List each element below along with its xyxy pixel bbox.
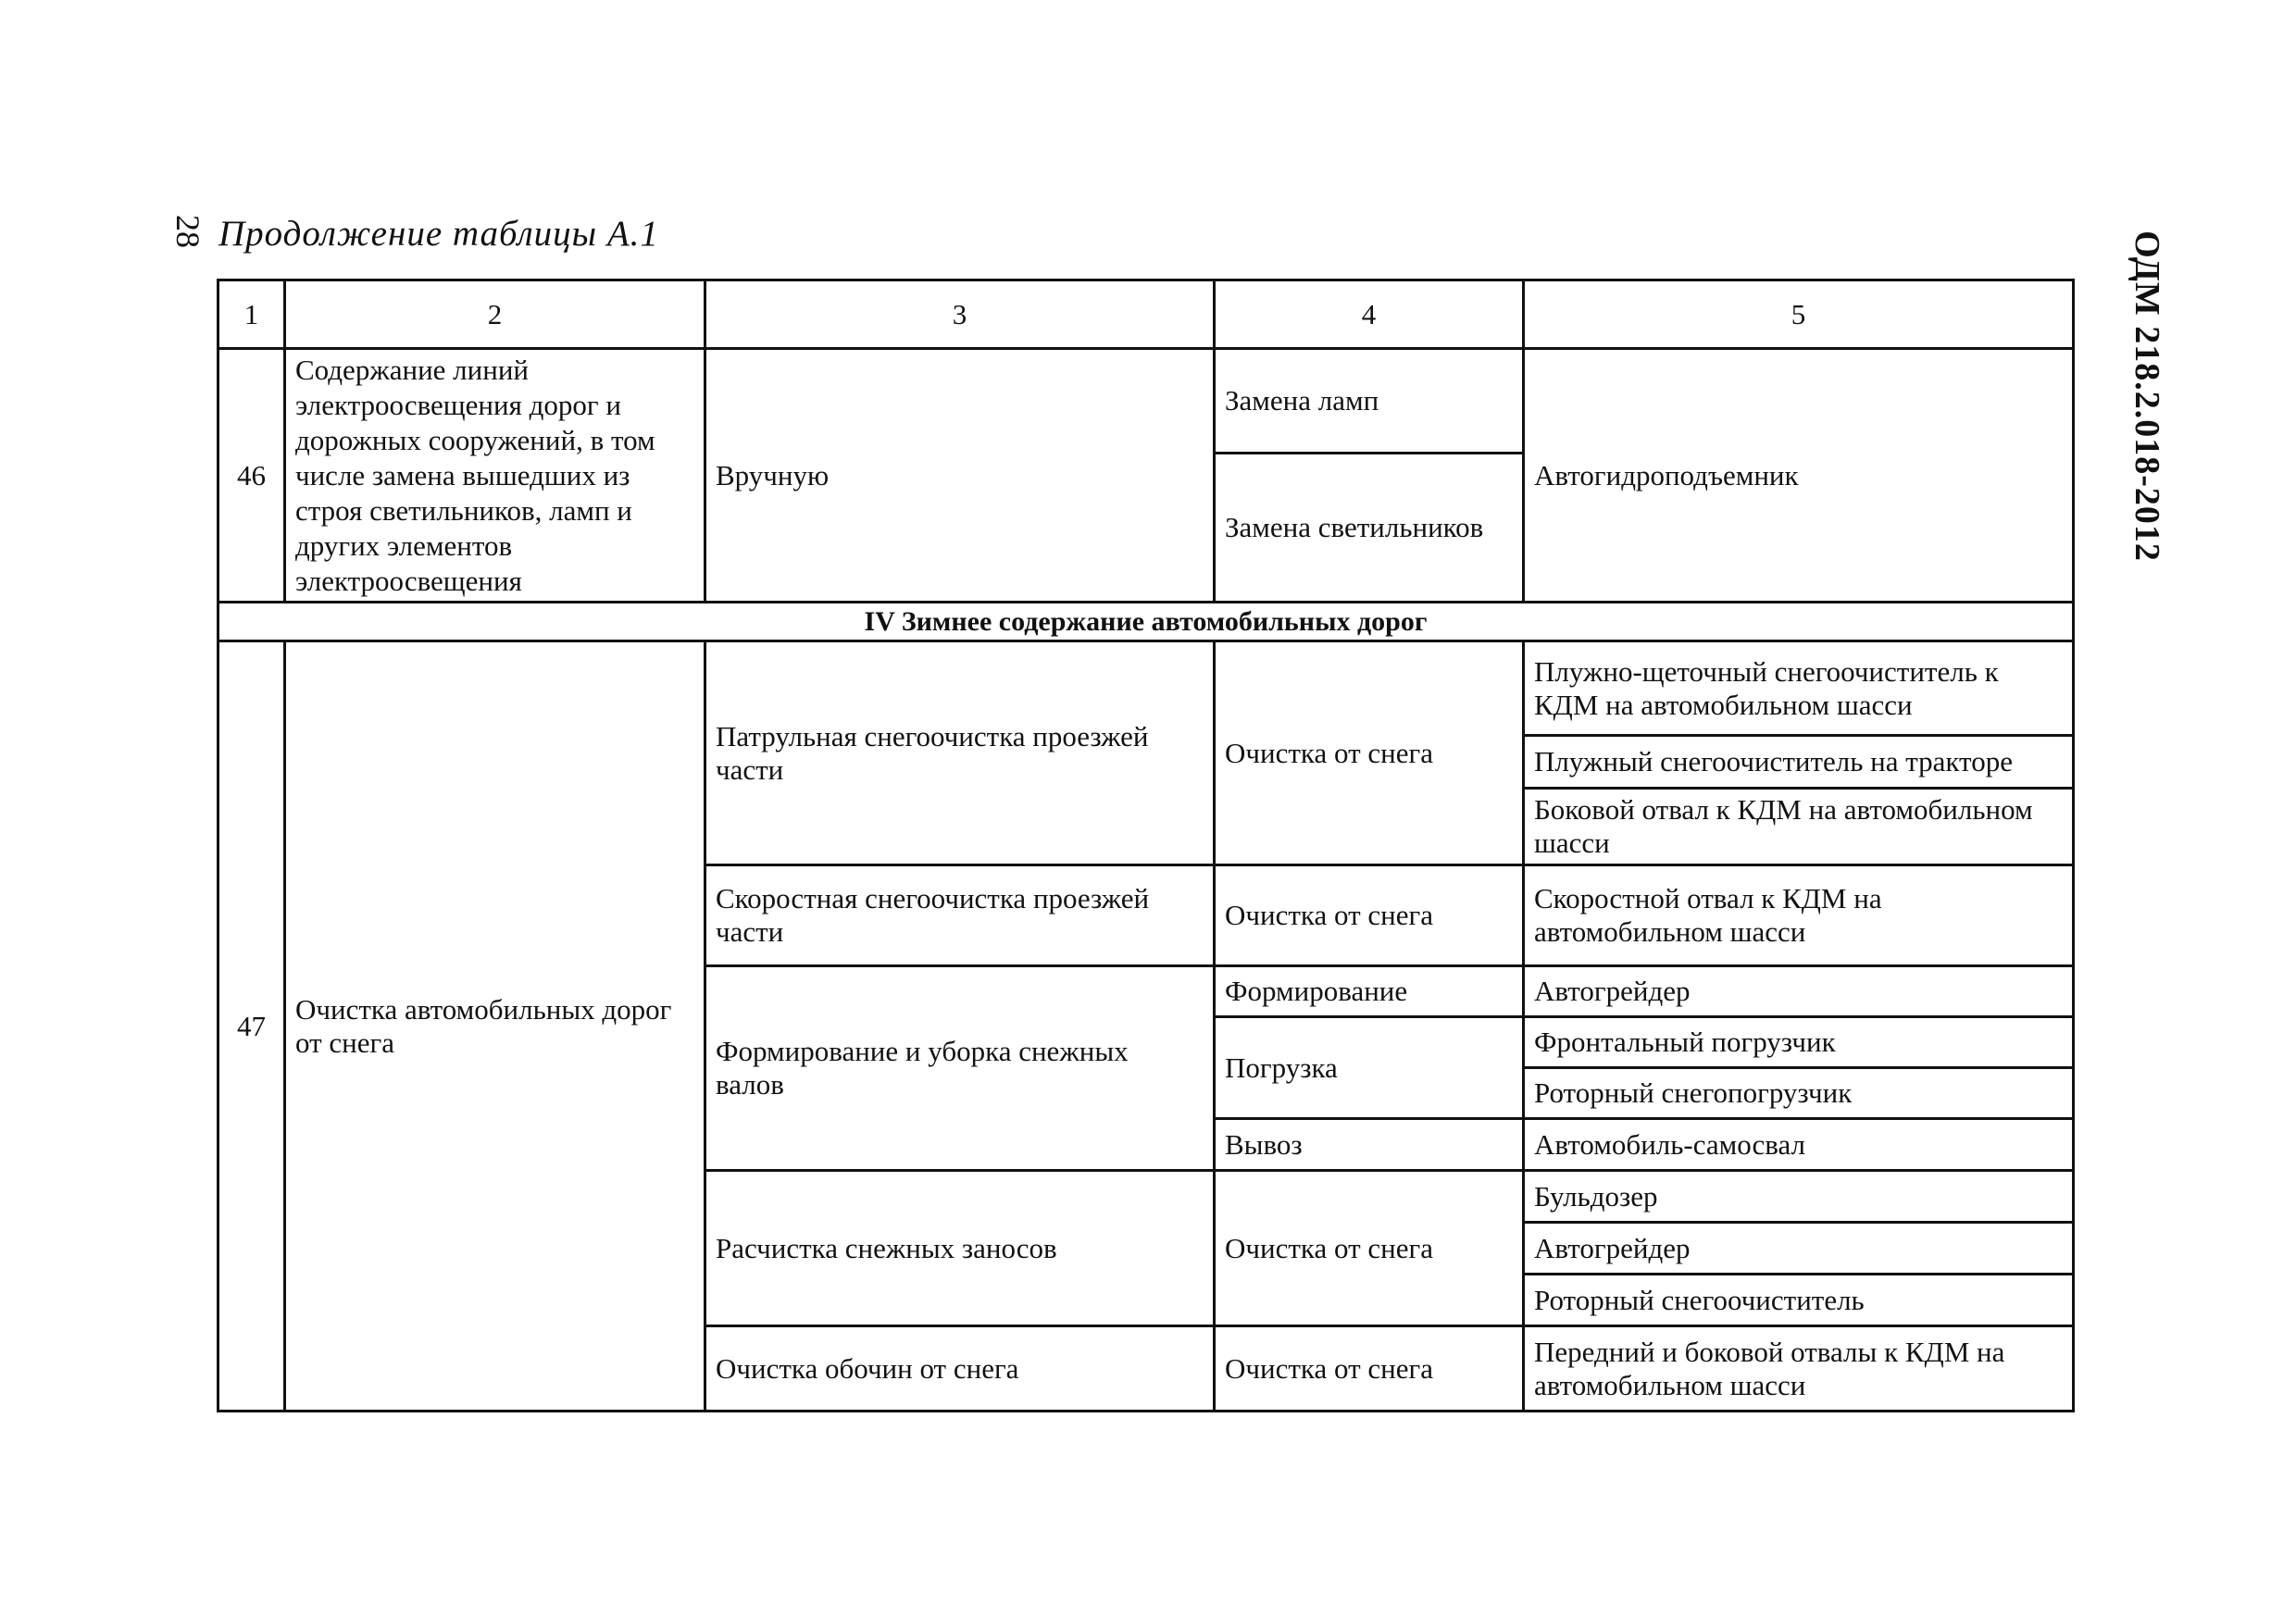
page-number: 28 — [169, 215, 206, 248]
section-row — [218, 603, 2074, 641]
section-title: IV Зимнее содержание автомобильных дорог — [218, 603, 2074, 641]
method-cell-47-1: Патрульная снегоочистка проезжей части — [705, 641, 1215, 865]
row-number-46: 46 — [218, 349, 285, 603]
operation-cell-47-1: Очистка от снега — [1215, 641, 1524, 865]
table-row-47-1 — [218, 641, 2074, 736]
row-number-47: 47 — [218, 641, 285, 1412]
operation-cell-46-2: Замена светильников — [1215, 454, 1524, 603]
document-code — [2128, 225, 2165, 567]
header-cell-5: 5 — [1524, 280, 2074, 349]
method-cell-47-5: Очистка обочин от снега — [705, 1326, 1215, 1412]
header-row — [218, 280, 2074, 349]
machine-cell-46: Автогидроподъемник — [1524, 349, 2074, 603]
header-cell-2: 2 — [285, 280, 705, 349]
operation-cell-47-2: Очистка от снега — [1215, 865, 1524, 966]
machine-cell-47-3-3: Роторный снегопогрузчик — [1524, 1068, 2074, 1119]
header-cell-3: 3 — [705, 280, 1215, 349]
document-code-text: ОДМ 218.2.018-2012 — [2128, 230, 2166, 562]
operation-cell-47-3-1: Формирование — [1215, 966, 1524, 1017]
table-row-46 — [218, 349, 2074, 454]
method-cell-47-4: Расчистка снежных заносов — [705, 1171, 1215, 1326]
machine-cell-47-4-2: Автогрейдер — [1524, 1223, 2074, 1275]
method-cell-47-3: Формирование и уборка снежных валов — [705, 966, 1215, 1171]
work-cell-46: Содержание линий электроосвещения дорог и дорожных сооружений, в том числе замена вышедших из строя светильников, ламп и других элементов электроосвещения — [285, 349, 705, 603]
machine-cell-47-4-3: Роторный снегоочиститель — [1524, 1275, 2074, 1326]
machine-cell-47-3-2: Фронтальный погрузчик — [1524, 1017, 2074, 1068]
work-cell-47: Очистка автомобильных дорог от снега — [285, 641, 705, 1412]
machine-cell-47-1-3: Боковой отвал к КДМ на автомобильном шасси — [1524, 789, 2074, 865]
machine-cell-47-5-1: Передний и боковой отвалы к КДМ на автомобильном шасси — [1524, 1326, 2074, 1412]
machine-cell-47-2-1: Скоростной отвал к КДМ на автомобильном шасси — [1524, 865, 2074, 966]
operation-cell-47-3-2: Погрузка — [1215, 1017, 1524, 1119]
method-cell-46: Вручную — [705, 349, 1215, 603]
machine-cell-47-3-4: Автомобиль-самосвал — [1524, 1119, 2074, 1171]
header-cell-4: 4 — [1215, 280, 1524, 349]
machine-cell-47-1-1: Плужно-щеточный снегоочиститель к КДМ на автомобильном шасси — [1524, 641, 2074, 736]
machine-cell-47-3-1: Автогрейдер — [1524, 966, 2074, 1017]
operation-cell-47-4: Очистка от снега — [1215, 1171, 1524, 1326]
operation-cell-47-5: Очистка от снега — [1215, 1326, 1524, 1412]
operation-cell-46-1: Замена ламп — [1215, 349, 1524, 454]
equipment-table — [217, 279, 2075, 1412]
machine-cell-47-4-1: Бульдозер — [1524, 1171, 2074, 1223]
header-cell-1: 1 — [218, 280, 285, 349]
machine-cell-47-1-2: Плужный снегоочиститель на тракторе — [1524, 736, 2074, 789]
table-caption: Продолжение таблицы А.1 — [218, 214, 659, 254]
method-cell-47-2: Скоростная снегоочистка проезжей части — [705, 865, 1215, 966]
operation-cell-47-3-3: Вывоз — [1215, 1119, 1524, 1171]
